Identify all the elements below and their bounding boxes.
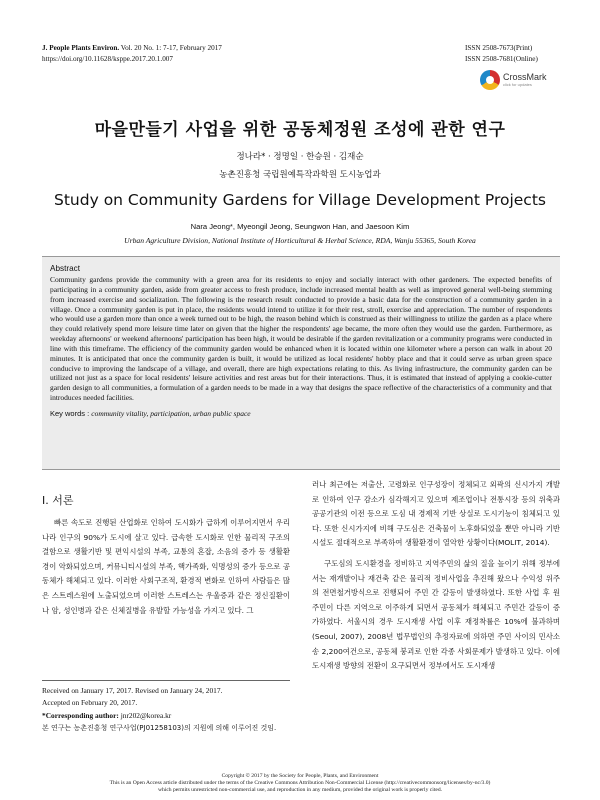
journal-issue: Vol. 20 No. 1: 7-17, February 2017	[119, 44, 222, 52]
intro-paragraph-right-2: 구도심의 도시환경을 정비하고 지역주민의 삶의 질을 높이기 위해 정부에서는 재개발이나 재건축 같은 물리적 정비사업을 추진해 왔으나 수익성 위주의 전면철거방식으로 진행되어 주민 간 갈등이 발생하였다. 또한 사업 후 원 주민이 다른 지역으로 이주하게 되면서 공동체가 해체되고 주민간 갈등이 증가하였다. 서울시의 경우 도시재생 사업 이후 재정착률은 10%에 불과하며(Seoul, 2007), 2008년 법무법인의 추정자료에 의하면 주민 사이의 민사소송 2,200여건으로, 공동체 붕괴로 인한 각종 사회문제가 발생하고 있다. 이에 도시재생 방향의 전환이 요구되면서 정부에서도 도시재생	[312, 558, 560, 671]
received-date: Received on January 17, 2017. Revised on January 24, 2017.	[42, 686, 223, 695]
doi-link[interactable]: https://doi.org/10.11628/ksppe.2017.20.1.007	[42, 55, 173, 63]
korean-affiliation: 농촌진흥청 국립원예특작과학원 도시농업과	[219, 170, 381, 180]
journal-citation	[42, 43, 222, 54]
keywords-values: community vitality, participation, urban public space	[91, 408, 251, 418]
intro-paragraph-right-1: 러나 최근에는 저출산, 고령화로 인구성장이 정체되고 외곽의 신시가지 개발로 인하여 인구 감소가 심각해지고 있으며 제조업이나 전통시장 등의 위축과 공공기관의 이전 등으로 도심 내 경제적 기반 상실로 도시기능이 침체되고 있다. 또한 신시가지에 비해 구도심은 건축물이 노후화되었을 뿐만 아니라 기반시설도 절대적으로 부족하여 생활환경이 열악한 상황이다(MOLIT, 2014).	[312, 480, 560, 548]
copyright-line-3: which permits unrestricted non-commercial use, and reproduction in any medium, provided the original work is properly cited.	[157, 787, 443, 793]
copyright-line-1: Copyright © 2017 by the Society for People, Plants, and Environment	[221, 773, 379, 779]
footnote	[42, 680, 290, 735]
corresponding-author	[42, 710, 290, 722]
keywords-label: Key words :	[50, 408, 92, 418]
copyright-line-2: This is an Open Access article distributed under the terms of the Creative Commons Attribution Non-Commercial License (http://creativecommonsorg/licenses/by-nc/3.0)	[109, 780, 491, 786]
corresponding-email[interactable]: jnr202@korea.kr	[118, 710, 172, 720]
funding-note: 본 연구는 농촌진흥청 연구사업(PJ01258103)의 지원에 의해 이루어진 것임.	[42, 724, 277, 733]
korean-title: 마을만들기 사업을 위한 공동체정원 조성에 관한 연구	[94, 120, 506, 140]
copyright-notice	[0, 773, 600, 794]
section-heading: Ⅰ. 서론	[42, 494, 74, 507]
right-column	[312, 478, 560, 674]
corresponding-label: *Corresponding author:	[42, 710, 119, 720]
crossmark-sub: click for updates	[503, 82, 532, 87]
crossmark-badge[interactable]	[480, 70, 547, 90]
left-column	[42, 494, 290, 618]
issn-online: ISSN 2508-7681(Online)	[465, 55, 538, 63]
issn-block	[465, 43, 555, 65]
abstract-text: Community gardens provide the community with a green area for its residents to enjoy and socially interact with other gardeners. The expected benefits of participating in a community garden, aside from greater access to fresh produce, include increased mental health as well as improved general well-being stemming from increased exercise and socialization. The following is the research result conducted to provide a basic data for the construction of a community garden in a village. Once a community garden is put in place, the residents would intend to utilize it for their rest, stroll, exercise and appreciation. The number of respondents who would use a garden more than once a week turned out to be high, the reason behind which is construed as their willingness to utilize the garden as a place where they could relatively spend more leisure time later on given that the higher the respondents' age became, the more often they would use the garden. Furthermore, as weekday afternoons' or weekend afternoons' participation has been high, it would be desirable if the garden revitalization or a community programs were conducted in line with this timeframe. The efficiency of the community garden would be enhanced when it is located within one kilometer where a person can walk in about 20 minutes. It is anticipated that once the community garden is built, it would be utilized as local residents' hobby place and that it could serve as urban green space conducive to improving the landscape of a village, and overall, there are high expectations relating to this. As living infrastructure, the community garden can be utilized not just as a space for local residents' leisure activities and rest areas but for their interactions. Thus, it is estimated that instead of applying a cookie-cutter garden design to all communities, a formulation of a garden needs to be made in a way that designs the space reflective of the characteristics of a community and that introduces needed facilities.	[50, 275, 552, 403]
english-authors: Nara Jeong*, Myeongil Jeong, Seungwon Han, and Jaesoon Kim	[190, 222, 410, 231]
crossmark-icon	[480, 70, 500, 90]
accepted-date: Accepted on February 20, 2017.	[42, 698, 138, 708]
crossmark-label: CrossMark	[503, 72, 547, 82]
abstract-heading: Abstract	[50, 264, 81, 273]
journal-name: J. People Plants Environ.	[42, 44, 120, 52]
english-affiliation: Urban Agriculture Division, National Institute of Horticultural & Herbal Science, RDA, Wanju 55365, South Korea	[124, 236, 476, 245]
issn-print: ISSN 2508-7673(Print)	[465, 44, 533, 52]
english-title: Study on Community Gardens for Village Development Projects	[54, 191, 546, 209]
journal-header	[42, 43, 222, 65]
keywords	[50, 409, 552, 418]
abstract-box	[42, 256, 560, 470]
intro-paragraph-left: 빠른 속도로 진행된 산업화로 인하여 도시화가 급하게 이루어지면서 우리나라 인구의 90%가 도시에 살고 있다. 급속한 도시화로 인한 물리적 구조의 결함으로 생활기반 및 편익시설의 부족, 교통의 혼잡, 소음의 증가 등 생활환경이 악화되었으며, 커뮤니티시설의 부족, 핵가족화, 익명성의 증가 등으로 공동체가 해체되고 있다. 이러한 사회구조적, 환경적 변화로 인하여 사람들은 많은 스트레스원에 노출되었으며 이러한 스트레스는 우울증과 같은 정신질환이나 암, 성인병과 같은 신체질병을 유발할 가능성을 가지고 있다. 그	[42, 518, 290, 615]
korean-authors: 정나라* · 정명일 · 한승원 · 김재순	[236, 152, 364, 162]
